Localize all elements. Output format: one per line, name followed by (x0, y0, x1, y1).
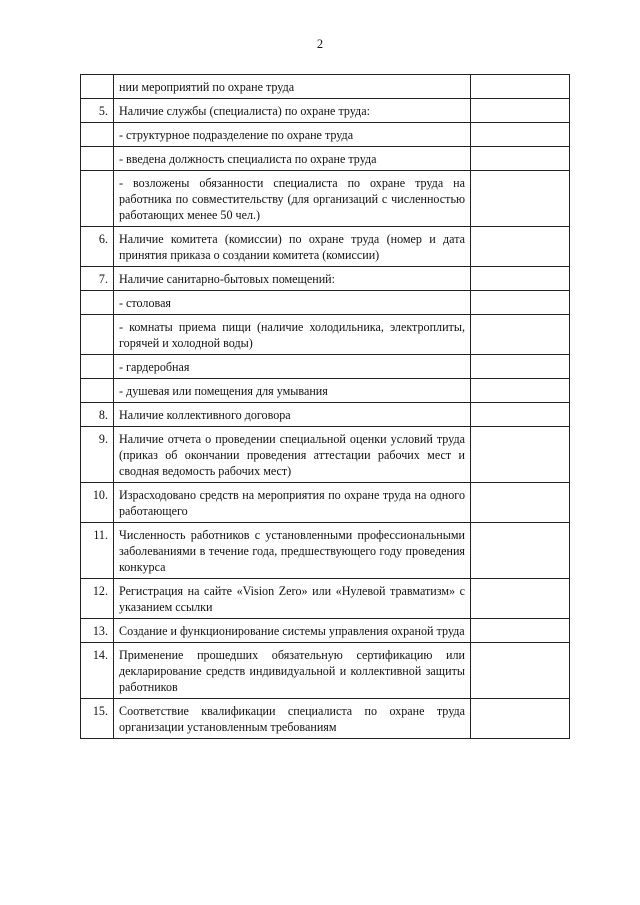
row-description: Численность работников с установленными профессиональными заболеваниями в течение года, предшествующего году проведения конкурса (114, 523, 471, 579)
table-row (81, 643, 570, 699)
table-row (81, 427, 570, 483)
table-row (81, 99, 570, 123)
row-value-cell (471, 483, 570, 523)
row-value-cell (471, 315, 570, 355)
row-number: 5. (81, 99, 114, 123)
row-description: - введена должность специалиста по охране труда (114, 147, 471, 171)
row-number (81, 75, 114, 99)
row-description: Наличие санитарно-бытовых помещений: (114, 267, 471, 291)
table-row (81, 291, 570, 315)
row-value-cell (471, 699, 570, 739)
row-number (81, 291, 114, 315)
table-row (81, 75, 570, 99)
row-value-cell (471, 379, 570, 403)
row-number: 10. (81, 483, 114, 523)
row-description: Применение прошедших обязательную сертификацию или декларирование средств индивидуальной и коллективной защиты работников (114, 643, 471, 699)
row-value-cell (471, 99, 570, 123)
row-number: 14. (81, 643, 114, 699)
table-row (81, 227, 570, 267)
row-value-cell (471, 171, 570, 227)
row-value-cell (471, 427, 570, 483)
row-description: нии мероприятий по охране труда (114, 75, 471, 99)
row-description: - комнаты приема пищи (наличие холодильника, электроплиты, горячей и холодной воды) (114, 315, 471, 355)
row-value-cell (471, 619, 570, 643)
table-row (81, 123, 570, 147)
row-description: - душевая или помещения для умывания (114, 379, 471, 403)
row-value-cell (471, 643, 570, 699)
row-number (81, 123, 114, 147)
row-description: Наличие комитета (комиссии) по охране труда (номер и дата принятия приказа о создании комитета (комиссии) (114, 227, 471, 267)
row-description: Регистрация на сайте «Vision Zero» или «Нулевой травматизм» с указанием ссылки (114, 579, 471, 619)
row-description: Наличие отчета о проведении специальной оценки условий труда (приказ об окончании проведения аттестации рабочих мест и сводная ведомость рабочих мест) (114, 427, 471, 483)
row-value-cell (471, 227, 570, 267)
row-description: Соответствие квалификации специалиста по охране труда организации установленным требованиям (114, 699, 471, 739)
table-row (81, 147, 570, 171)
row-value-cell (471, 147, 570, 171)
row-number: 11. (81, 523, 114, 579)
row-number (81, 355, 114, 379)
row-value-cell (471, 75, 570, 99)
table-row (81, 579, 570, 619)
row-description: Наличие коллективного договора (114, 403, 471, 427)
row-value-cell (471, 267, 570, 291)
row-number (81, 171, 114, 227)
table-row (81, 379, 570, 403)
table-row (81, 699, 570, 739)
row-number (81, 315, 114, 355)
row-value-cell (471, 123, 570, 147)
table-row (81, 355, 570, 379)
row-value-cell (471, 291, 570, 315)
row-description: - возложены обязанности специалиста по охране труда на работника по совместительству (для организаций с численностью работающих менее 50 чел.) (114, 171, 471, 227)
table-row (81, 171, 570, 227)
row-description: Наличие службы (специалиста) по охране труда: (114, 99, 471, 123)
row-number: 7. (81, 267, 114, 291)
table-row (81, 523, 570, 579)
row-value-cell (471, 579, 570, 619)
table-row (81, 315, 570, 355)
row-number (81, 379, 114, 403)
row-description: Создание и функционирование системы управления охраной труда (114, 619, 471, 643)
row-description: - гардеробная (114, 355, 471, 379)
criteria-table (80, 74, 570, 739)
row-number: 6. (81, 227, 114, 267)
table-row (81, 483, 570, 523)
row-description: - столовая (114, 291, 471, 315)
table-row (81, 267, 570, 291)
page-number: 2 (316, 37, 324, 51)
row-description: - структурное подразделение по охране труда (114, 123, 471, 147)
table-row (81, 619, 570, 643)
row-number: 13. (81, 619, 114, 643)
row-number: 8. (81, 403, 114, 427)
row-description: Израсходовано средств на мероприятия по охране труда на одного работающего (114, 483, 471, 523)
row-number (81, 147, 114, 171)
table-row (81, 403, 570, 427)
row-number: 12. (81, 579, 114, 619)
row-value-cell (471, 403, 570, 427)
row-value-cell (471, 523, 570, 579)
row-value-cell (471, 355, 570, 379)
row-number: 9. (81, 427, 114, 483)
row-number: 15. (81, 699, 114, 739)
